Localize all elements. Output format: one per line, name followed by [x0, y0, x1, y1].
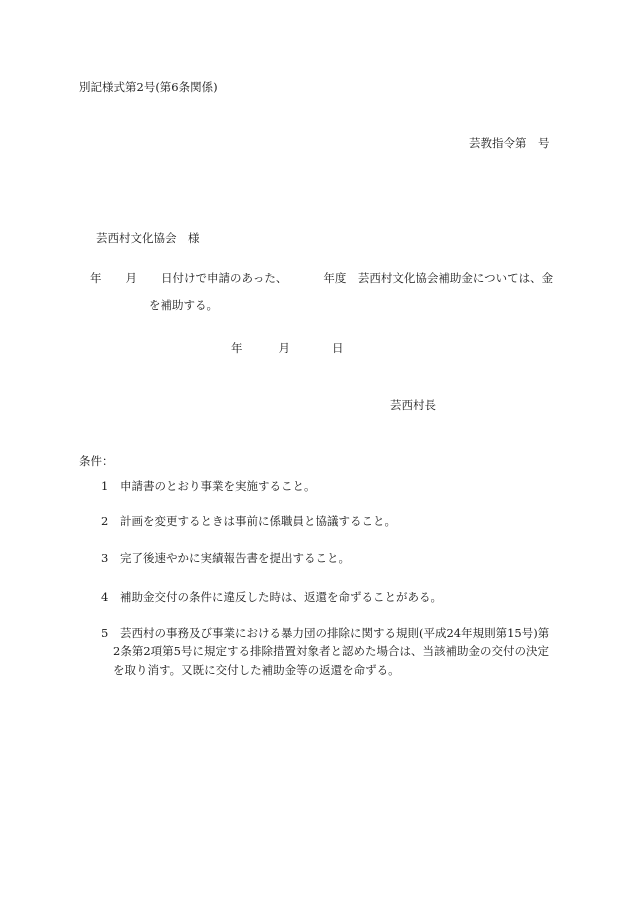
condition-text-continuation: を取り消す。又既に交付した補助金等の返還を命ずる。: [113, 663, 400, 677]
condition-text: 補助金交付の条件に違反した時は、返還を命ずることがある。: [120, 590, 442, 604]
conditions-label: 条件：: [79, 454, 114, 468]
condition-number: 4: [101, 590, 109, 604]
body-fiscal-text: 年度 芸西村文化協会補助金については、金: [323, 271, 554, 285]
issue-day: 日: [332, 341, 344, 355]
condition-number: 5: [101, 626, 109, 640]
condition-text: 芸西村の事務及び事業における暴力団の排除に関する規則(平成24年規則第15号)第: [120, 626, 550, 640]
condition-number: 3: [101, 551, 109, 565]
form-label: 別記様式第2号(第6条関係): [79, 80, 218, 94]
condition-number: 1: [101, 479, 109, 493]
condition-text: 完了後速やかに実績報告書を提出すること。: [120, 551, 350, 565]
issue-date-line: [231, 343, 344, 355]
condition-number: 2: [101, 514, 109, 528]
condition-text: 申請書のとおり事業を実施すること。: [120, 479, 316, 493]
condition-text: 計画を変更するときは事前に係職員と協議すること。: [120, 514, 396, 528]
body-line-1: [90, 273, 553, 285]
body-date-text: 日付けで申請のあった、: [161, 271, 288, 285]
document-number: 芸教指令第 号: [469, 136, 550, 150]
issue-year: 年: [231, 341, 243, 355]
issue-month: 月: [278, 341, 290, 355]
issuer-name: 芸西村長: [390, 398, 436, 412]
body-month: 月: [125, 271, 137, 285]
body-line-2: を補助する。: [149, 298, 218, 312]
condition-text-continuation: 2条第2項第5号に規定する排除措置対象者と認めた場合は、当該補助金の交付の決定: [113, 644, 549, 658]
body-year: 年: [90, 271, 102, 285]
recipient-name: 芸西村文化協会 様: [96, 231, 200, 245]
